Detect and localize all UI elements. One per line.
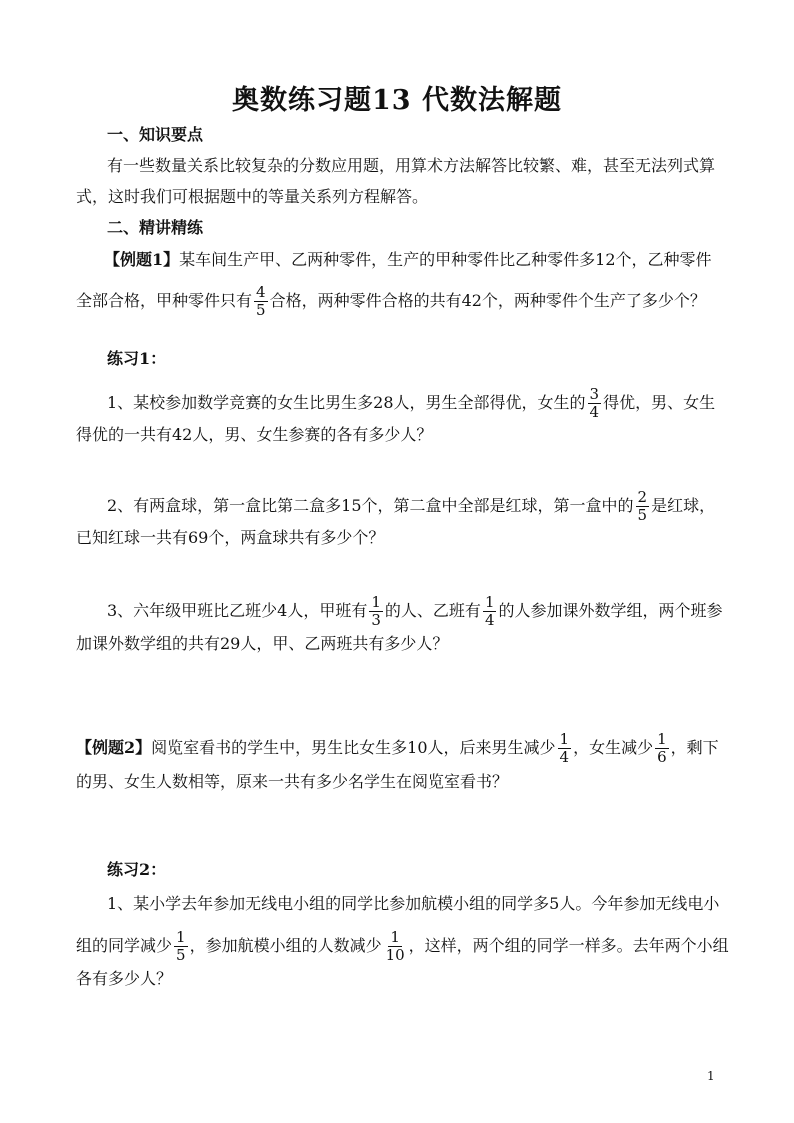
section1-text-line1: 有一些数量关系比较复杂的分数应用题，用算术方法解答比较繁、难，甚至无法列式算 xyxy=(107,156,716,175)
example1-text2b: 合格，两种零件合格的共有42个，两种零件个生产了多少个？ xyxy=(269,291,706,310)
practice1-q2-text1a: 2、有两盒球，第一盒比第二盒多15个，第二盒中全部是红球，第一盒中的 xyxy=(107,496,634,515)
example1-text2a: 全部合格，甲种零件只有 xyxy=(76,291,253,310)
example2-text1c: ，剩下 xyxy=(670,738,719,757)
fraction-numerator: 1 xyxy=(657,730,667,748)
practice1-q3-line1 xyxy=(107,594,723,629)
practice2-q1-text2b: ，参加航模小组的人数减少 xyxy=(189,936,382,955)
practice1-q1-text1a: 1、某校参加数学竞赛的女生比男生多28人，男生全部得优，女生的 xyxy=(107,393,586,412)
practice1-q2-line2: 已知红球一共有69个，两盒球共有多少个？ xyxy=(76,528,385,547)
practice1-q2-line1 xyxy=(107,489,715,524)
section2-heading: 二、精讲精练 xyxy=(107,218,204,237)
fraction-numerator: 1 xyxy=(559,730,570,748)
fraction-denominator: 5 xyxy=(176,946,186,964)
practice1-q3-text1a: 3、六年级甲班比乙班少4人，甲班有 xyxy=(107,601,368,620)
example2-line1 xyxy=(76,731,719,766)
practice1-q1-line2: 得优的一共有42人，男、女生参赛的各有多少人？ xyxy=(76,425,433,444)
example1-label: 【例题1】 xyxy=(104,250,180,269)
section1-text-line2: 式，这时我们可根据题中的等量关系列方程解答。 xyxy=(76,187,429,206)
example2-fraction1 xyxy=(558,731,572,766)
example2-line2: 的男、女生人数相等，原来一共有多少名学生在阅览室看书？ xyxy=(76,772,509,791)
fraction-denominator: 4 xyxy=(589,403,600,421)
fraction-numerator: 4 xyxy=(256,283,266,301)
practice2-q1-line3: 各有多少人？ xyxy=(76,969,173,988)
fraction-denominator: 6 xyxy=(657,748,667,766)
fraction-denominator: 4 xyxy=(484,611,495,629)
practice1-q2-text1b: 是红球， xyxy=(651,496,716,515)
fraction-denominator: 4 xyxy=(559,748,570,766)
practice1-q3-fraction2 xyxy=(483,594,497,629)
practice2-q1-line2 xyxy=(76,929,729,964)
fraction-denominator: 3 xyxy=(371,611,381,629)
practice1-q3-text1b: 的人、乙班有 xyxy=(384,601,481,620)
fraction-denominator: 10 xyxy=(385,946,405,964)
practice2-heading: 练习2： xyxy=(107,860,167,879)
example2-text1a: 阅览室看书的学生中，男生比女生多10人，后来男生减少 xyxy=(151,738,556,757)
example1-line2 xyxy=(76,284,706,319)
fraction-numerator: 1 xyxy=(371,593,381,611)
page-number: 1 xyxy=(707,1069,715,1083)
fraction-numerator: 1 xyxy=(390,928,400,946)
document-title: 奥数练习题13 代数法解题 xyxy=(232,85,562,116)
example2-label: 【例题2】 xyxy=(76,738,152,757)
fraction-numerator: 1 xyxy=(484,593,495,611)
practice2-q1-text2c: ，这样，两个组的同学一样多。去年两个小组 xyxy=(408,936,729,955)
practice1-q2-fraction xyxy=(636,489,650,524)
practice1-q1-text1b: 得优，男、女生 xyxy=(603,393,716,412)
practice2-q1-text2a: 组的同学减少 xyxy=(76,936,173,955)
fraction-numerator: 3 xyxy=(589,385,600,403)
practice2-q1-fraction1 xyxy=(174,929,188,964)
practice1-q3-line2: 加课外数学组的共有29人，甲、乙两班共有多少人？ xyxy=(76,634,449,653)
example2-text1b: ，女生减少 xyxy=(573,738,654,757)
practice1-heading: 练习1： xyxy=(107,349,167,368)
example2-fraction2 xyxy=(655,731,669,766)
fraction-denominator: 5 xyxy=(637,506,648,524)
practice2-q1-fraction2 xyxy=(384,929,407,964)
example1-line1 xyxy=(104,250,712,270)
practice2-q1-line1: 1、某小学去年参加无线电小组的同学比参加航模小组的同学多5人。今年参加无线电小 xyxy=(107,894,720,913)
example1-text1: 某车间生产甲、乙两种零件，生产的甲种零件比乙种零件多12个，乙种零件 xyxy=(179,250,712,269)
fraction-denominator: 5 xyxy=(256,301,266,319)
practice1-q1-fraction xyxy=(588,386,602,421)
fraction-numerator: 1 xyxy=(176,928,186,946)
practice1-q1-line1 xyxy=(107,386,715,421)
practice1-q3-fraction1 xyxy=(369,594,383,629)
fraction-numerator: 2 xyxy=(637,488,648,506)
section1-heading: 一、知识要点 xyxy=(107,125,204,144)
example1-fraction xyxy=(254,284,268,319)
practice1-q3-text1c: 的人参加课外数学组，两个班参 xyxy=(498,601,723,620)
